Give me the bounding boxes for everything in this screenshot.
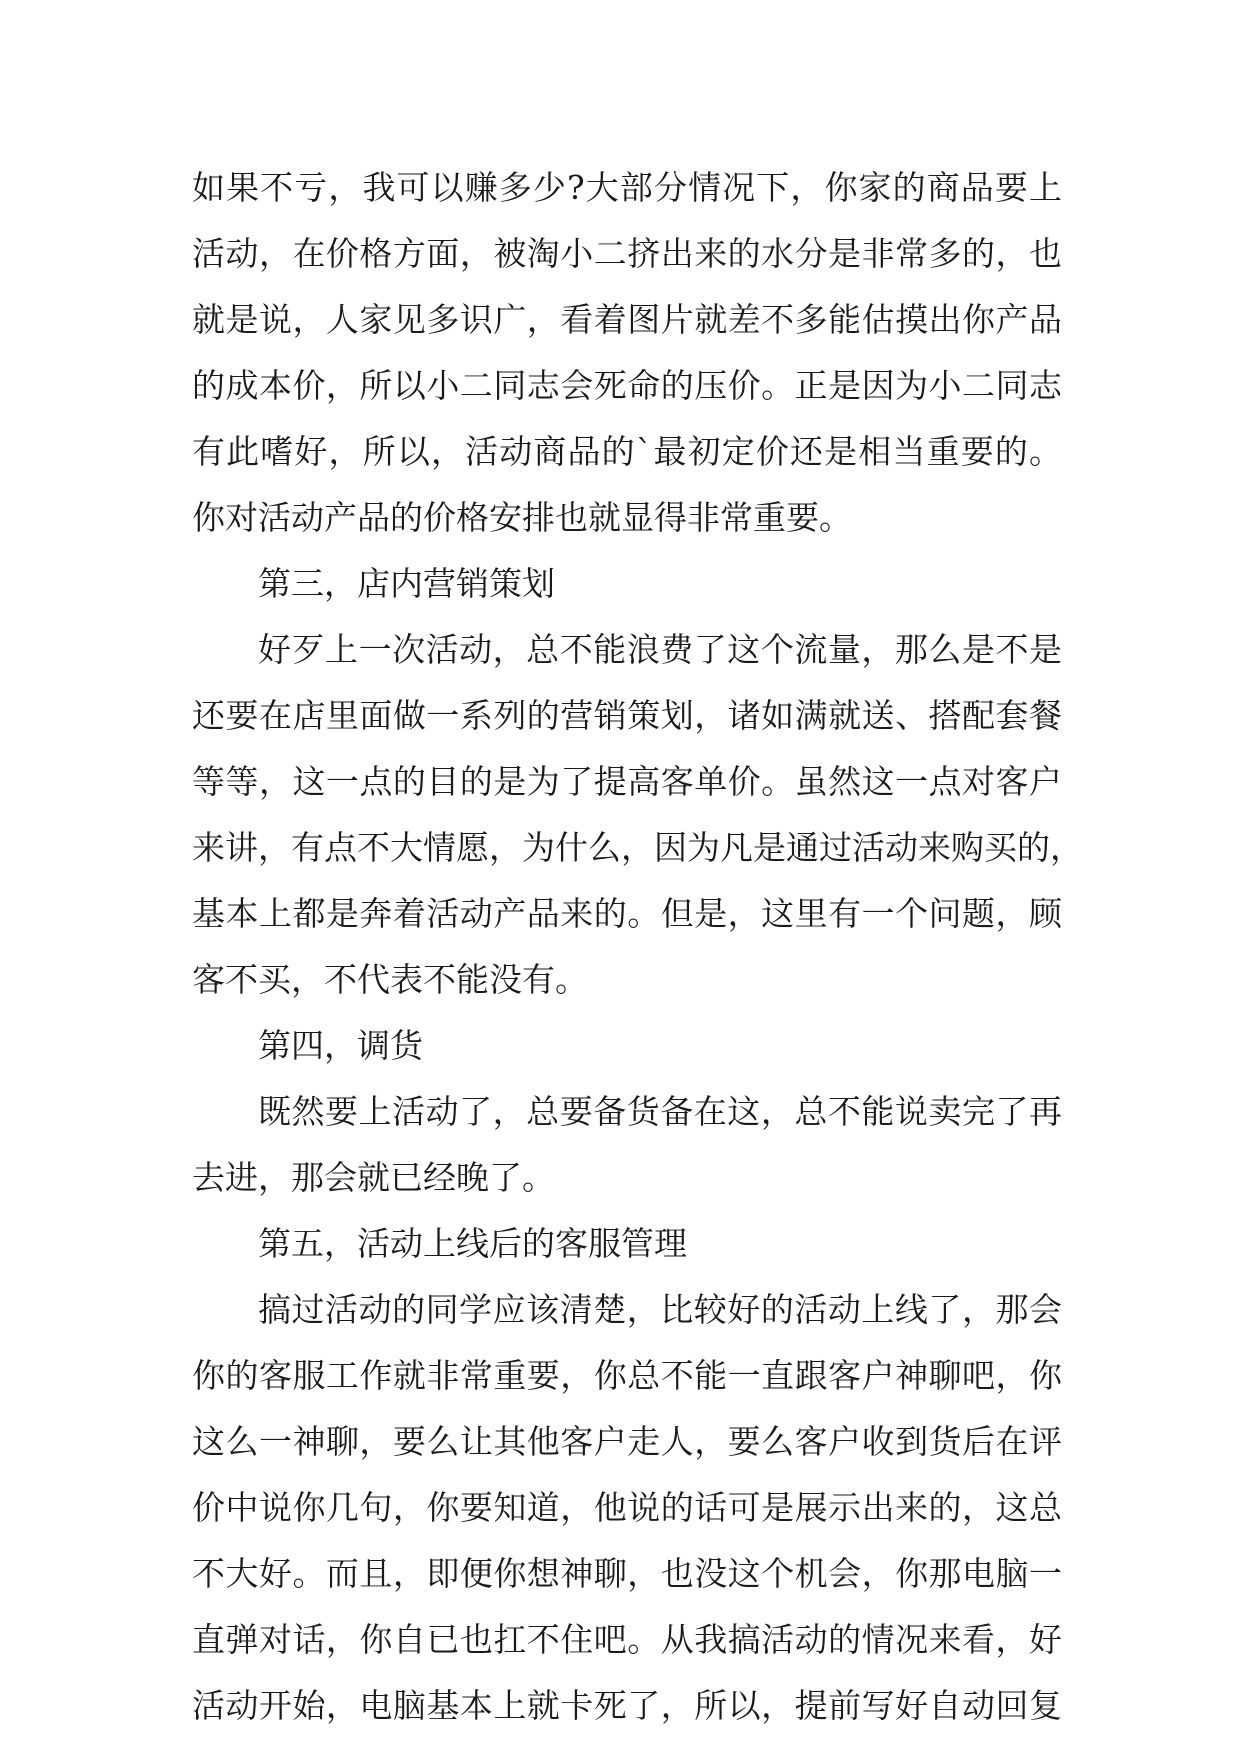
text-line: 直弹对话，你自已也扛不住吧。从我搞活动的情况来看，好 bbox=[192, 1620, 1062, 1659]
section-heading: 第三，店内营销策划 bbox=[258, 564, 555, 603]
text-line: 来讲，有点不大情愿，为什么，因为凡是通过活动来购买的， bbox=[192, 828, 1083, 867]
text-line: 去进，那会就已经晚了。 bbox=[192, 1158, 555, 1197]
text-line: 等等，这一点的目的是为了提高客单价。虽然这一点对客户 bbox=[192, 762, 1062, 801]
text-line: 的成本价，所以小二同志会死命的压价。正是因为小二同志 bbox=[192, 366, 1062, 405]
body-text bbox=[192, 155, 1083, 1739]
section-heading: 第五，活动上线后的客服管理 bbox=[258, 1224, 687, 1263]
text-line: 如果不亏，我可以赚多少?大部分情况下，你家的商品要上 bbox=[192, 168, 1062, 207]
text-line: 还要在店里面做一系列的营销策划，诸如满就送、搭配套餐 bbox=[192, 696, 1062, 735]
text-line: 好歹上一次活动，总不能浪费了这个流量，那么是不是 bbox=[258, 630, 1062, 669]
text-line: 你的客服工作就非常重要，你总不能一直跟客户神聊吧，你 bbox=[192, 1356, 1062, 1395]
text-line: 不大好。而且，即便你想神聊，也没这个机会，你那电脑一 bbox=[192, 1554, 1062, 1593]
text-line: 客不买，不代表不能没有。 bbox=[192, 960, 588, 999]
text-line: 你对活动产品的价格安排也就显得非常重要。 bbox=[192, 498, 852, 537]
section-heading: 第四，调货 bbox=[258, 1026, 423, 1065]
text-line: 既然要上活动了，总要备货备在这，总不能说卖完了再 bbox=[258, 1092, 1062, 1131]
text-line: 搞过活动的同学应该清楚，比较好的活动上线了，那会 bbox=[258, 1290, 1062, 1329]
text-line: 活动，在价格方面，被淘小二挤出来的水分是非常多的，也 bbox=[192, 234, 1062, 273]
text-line: 基本上都是奔着活动产品来的。但是，这里有一个问题，顾 bbox=[192, 894, 1062, 933]
text-line: 就是说，人家见多识广，看着图片就差不多能估摸出你产品 bbox=[192, 300, 1062, 339]
text-line: 这么一神聊，要么让其他客户走人，要么客户收到货后在评 bbox=[192, 1422, 1062, 1461]
text-line: 活动开始，电脑基本上就卡死了，所以，提前写好自动回复 bbox=[192, 1686, 1062, 1725]
text-line: 有此嗜好，所以，活动商品的`最初定价还是相当重要的。 bbox=[192, 432, 1062, 471]
text-line: 价中说你几句，你要知道，他说的话可是展示出来的，这总 bbox=[192, 1488, 1062, 1527]
